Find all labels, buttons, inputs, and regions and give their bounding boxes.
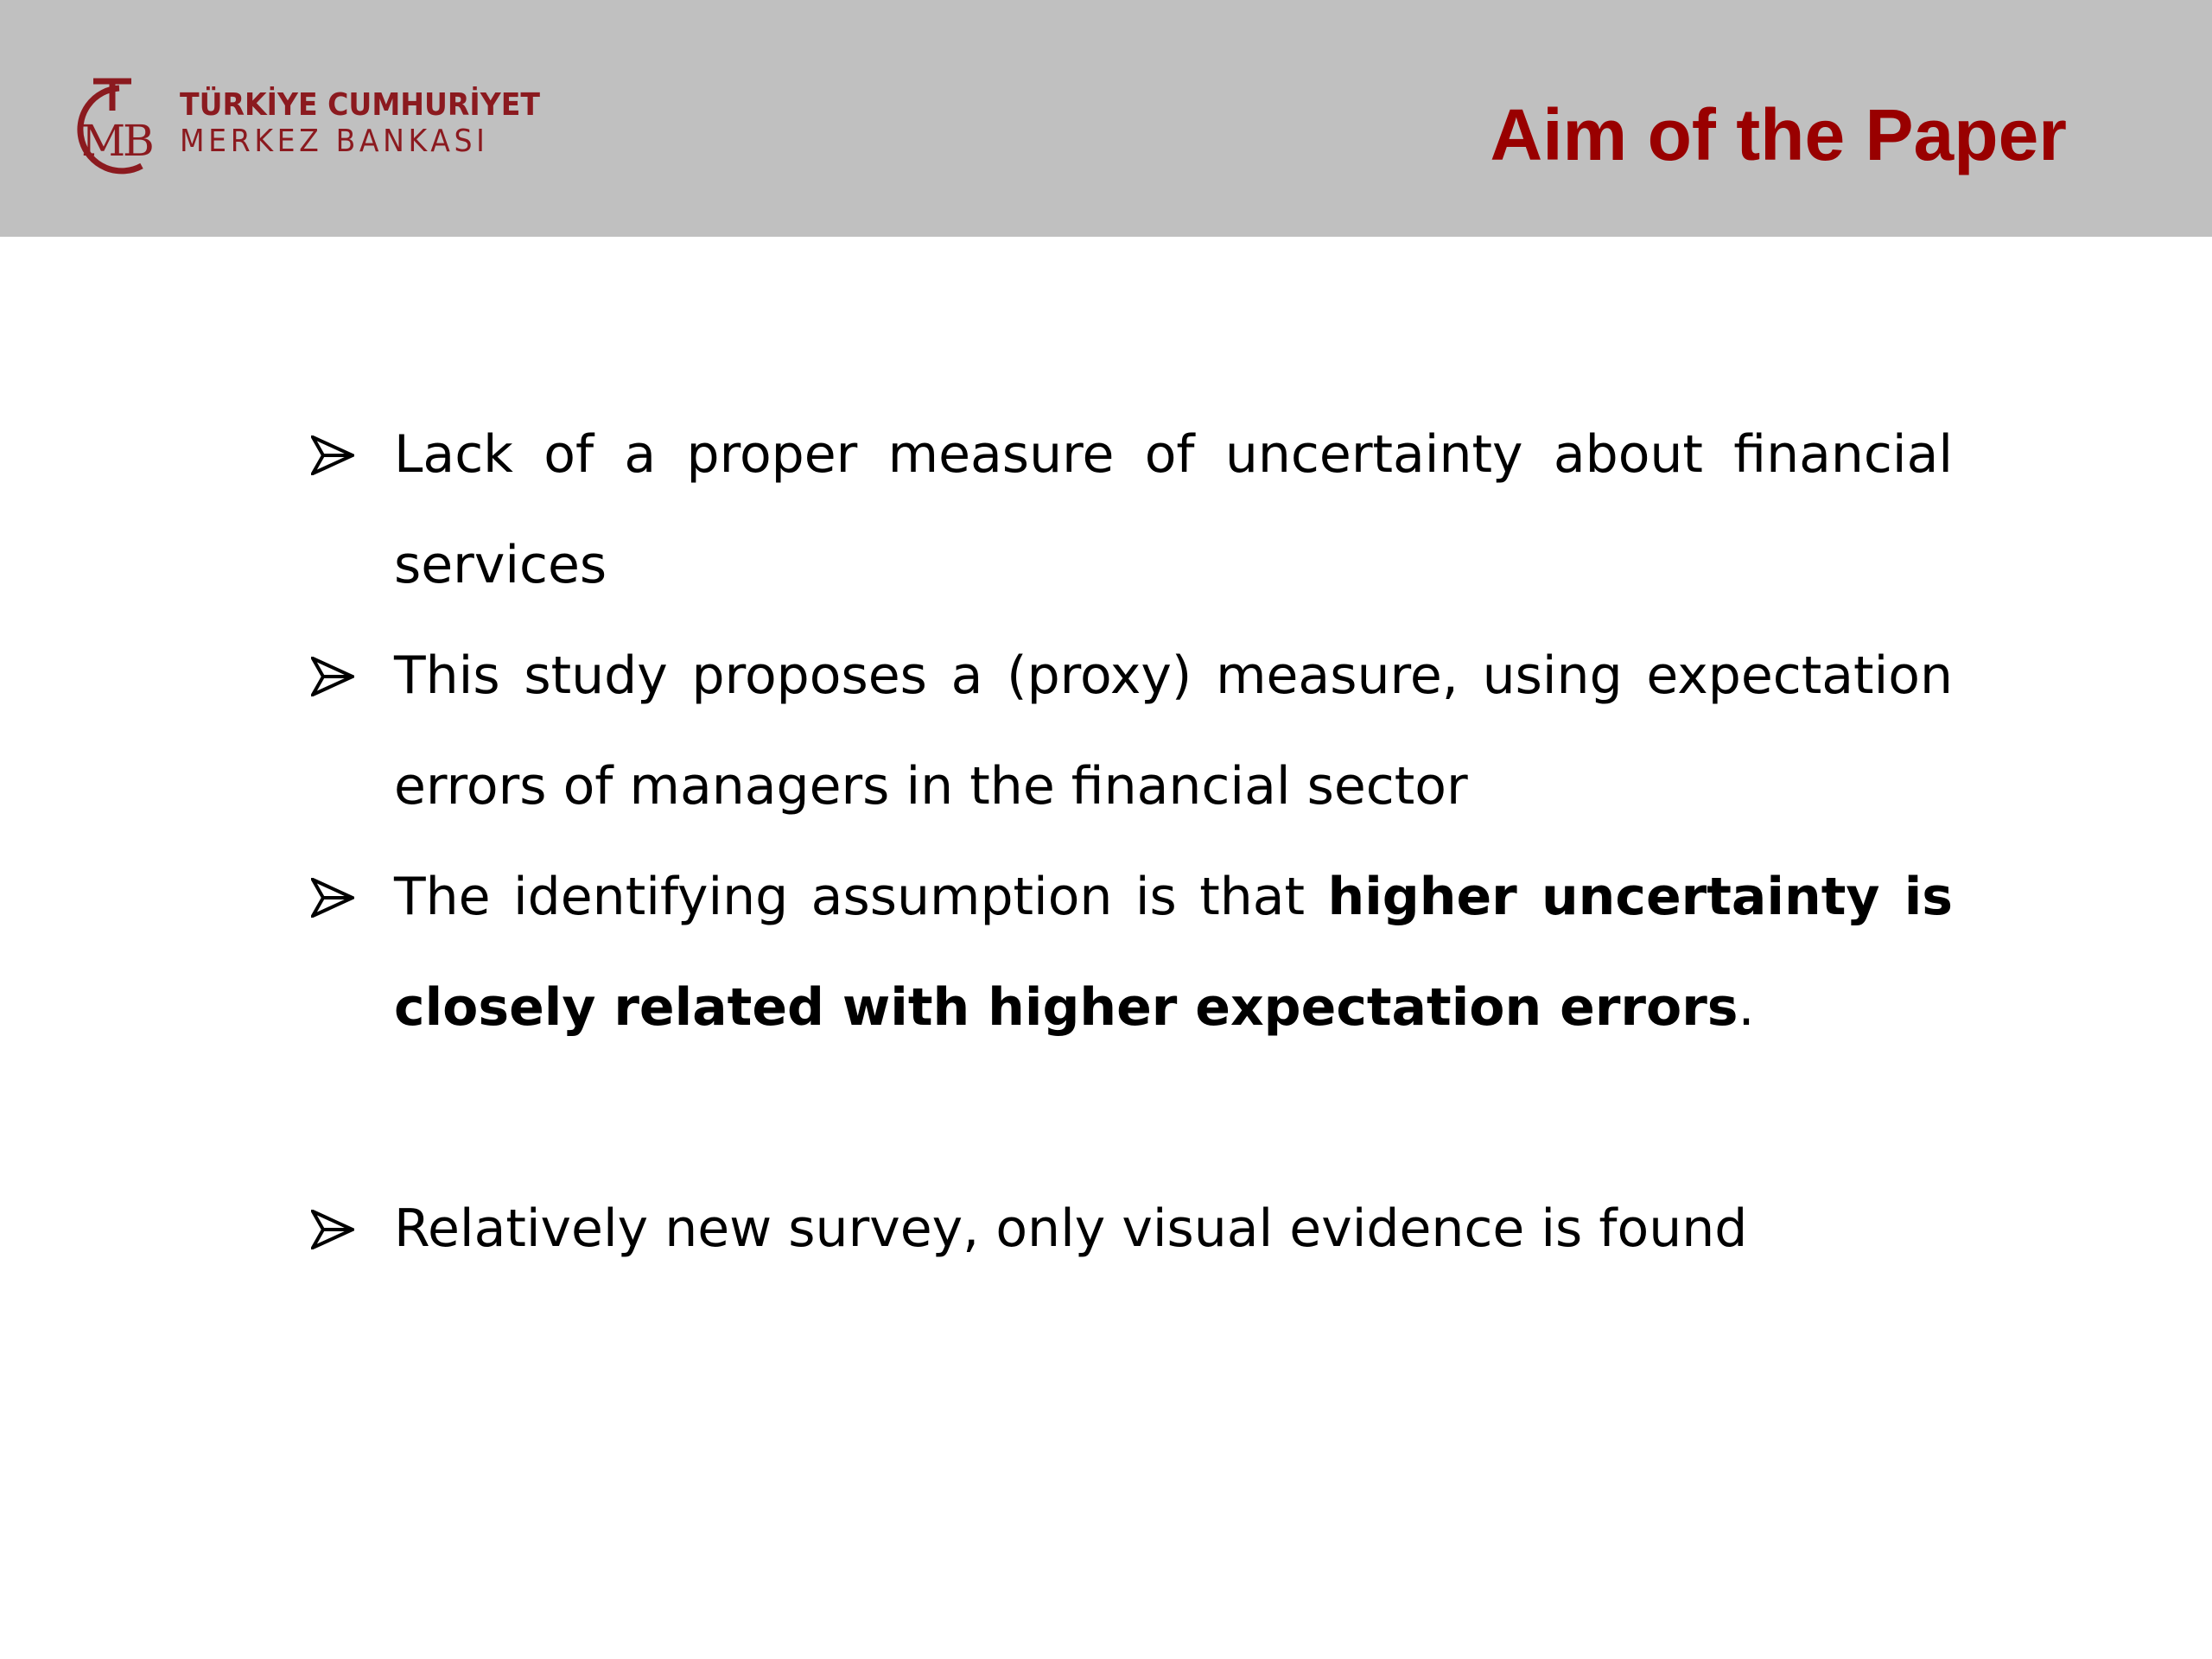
arrow-bullet-icon bbox=[311, 657, 354, 696]
bullet-text-1: Lack of a proper measure of uncertainty about financial services bbox=[394, 424, 1953, 595]
tcmb-monogram-icon bbox=[59, 76, 166, 180]
logo-line-1: TÜRKİYE CUMHURİYET bbox=[180, 87, 540, 123]
bullet-item-4 bbox=[311, 1173, 1953, 1284]
bullet-item-2 bbox=[311, 620, 1953, 842]
svg-text:M: M bbox=[81, 116, 126, 166]
bullet-list bbox=[311, 399, 1953, 1284]
logo-line-2: MERKEZ BANKASI bbox=[180, 124, 489, 159]
arrow-bullet-icon bbox=[311, 878, 354, 918]
bullet-text-3-start: The identifying assumption is that bbox=[394, 867, 1328, 927]
central-bank-logo bbox=[59, 76, 543, 180]
svg-text:B: B bbox=[123, 116, 155, 166]
arrow-bullet-icon bbox=[311, 1210, 354, 1249]
slide-header bbox=[0, 0, 2212, 237]
bullet-item-1 bbox=[311, 399, 1953, 620]
bullet-text-2: This study proposes a (proxy) measure, using expectation errors of managers in the financial sector bbox=[394, 645, 1953, 817]
bullet-item-3 bbox=[311, 842, 1953, 1063]
bullet-spacer bbox=[311, 1063, 1953, 1173]
logo-wordmark bbox=[180, 88, 571, 161]
bullet-text-4: Relatively new survey, only visual evidence is found bbox=[394, 1198, 1748, 1259]
slide-title: Aim of the Paper bbox=[1490, 94, 2067, 175]
bullet-text-3-emphasis: higher uncertainty is closely related with higher expectation errors bbox=[394, 867, 1954, 1038]
arrow-bullet-icon bbox=[311, 435, 354, 475]
bullet-text-3-end: . bbox=[1738, 977, 1755, 1038]
